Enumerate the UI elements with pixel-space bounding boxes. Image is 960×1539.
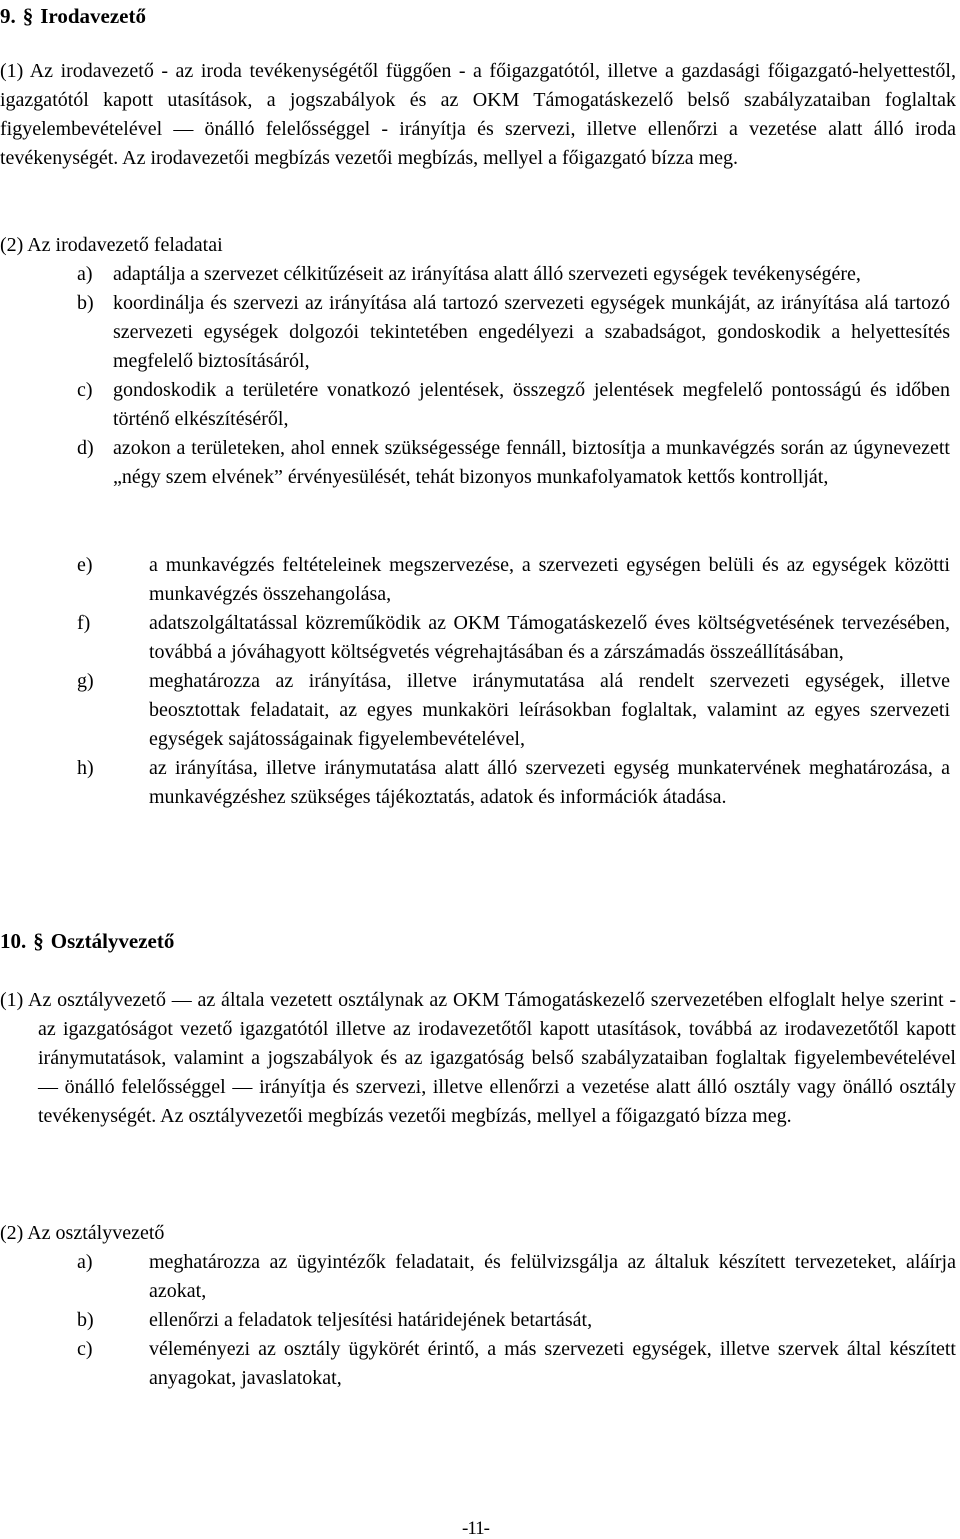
list-item-marker: a) [77,263,93,285]
list-item-marker: c) [77,379,93,401]
list-item [77,376,950,434]
list-item-text: az irányítása, illetve iránymutatása alatt álló szervezeti egység munkatervének meghatározása, a munkavégzéshez szükséges tájékoztatás, adatok és információk átadása. [149,757,950,808]
list-item-text: azokon a területeken, ahol ennek szükségessége fennáll, biztosítja a munkavégzés során az úgynevezett „négy szem elvének” érvényesülését, tehát bizonyos munkafolyamatok kettős kontrollját, [113,437,950,488]
list-item [77,434,950,492]
list-item-text: meghatározza az irányítása, illetve iránymutatása alá rendelt szervezeti egységek, illetve beosztottak feladatait, az egyes munkaköri leírásokban foglaltak, valamint az egyes szervezeti egységek sajátosságainak figyelembevételével, [149,670,950,750]
list-item [77,754,950,812]
list-item [77,667,950,754]
section-10-paragraph-1 [0,986,956,1131]
section-10-list [77,1248,956,1393]
list-item [77,289,950,376]
list-item-marker: h) [77,757,94,779]
list-item-marker: b) [77,292,94,314]
page-number: -11- [462,1518,489,1539]
list-item-text: ellenőrzi a feladatok teljesítési határidejének betartását, [149,1309,593,1331]
list-item-text: adaptálja a szervezet célkitűzéseit az irányítása alatt álló szervezeti egységek tevékenységére, [113,263,861,285]
list-item [77,609,950,667]
list-item-marker: a) [77,1251,93,1273]
section-9-list-e-h [77,551,950,812]
list-item [77,1306,956,1335]
section-10-paragraph-2-intro: (2) Az osztályvezető [0,1222,165,1244]
section-number: 9. [0,4,16,28]
section-title: Osztályvezető [50,929,175,953]
section-symbol: § [33,929,44,953]
list-item [77,1335,956,1393]
section-9-list-a-d [77,260,950,492]
section-number: 10. [0,929,27,953]
list-item [77,1248,956,1306]
section-10-paragraph-1-text: (1) Az osztályvezető — az általa vezetett osztálynak az OKM Támogatáskezelő szervezetében elfoglalt helye szerint - az igazgatóságot vezető igazgatótól illetve az irodavezetőtől kapott utasítások, továbbá az irodavezetőtől kapott iránymutatások, valamint a jogszabályok és az igazgatóság belső szabályzataiban foglaltak figyelembevételével — önálló felelősséggel — irányítja és szervezi, illetve ellenőrzi a vezetése alatt álló osztály vagy önálló osztály tevékenységét. Az osztályvezetői megbízás vezetői megbízás, mellyel a főigazgató bízza meg. [0,989,956,1127]
list-item-text: meghatározza az ügyintézők feladatait, és felülvizsgálja az általuk készített tervezeteket, aláírja azokat, [149,1251,956,1302]
section-9-heading [0,3,146,29]
list-item-text: gondoskodik a területére vonatkozó jelentések, összegző jelentések megfelelő pontosságú és időben történő elkészítéséről, [113,379,950,430]
list-item [77,551,950,609]
list-item [77,260,950,289]
section-title: Irodavezető [40,4,146,28]
list-item-marker: e) [77,554,93,576]
list-item-marker: b) [77,1309,94,1331]
list-item-marker: d) [77,437,94,459]
section-9-paragraph-1: (1) Az irodavezető - az iroda tevékenységétől függően - a főigazgatótól, illetve a gazdasági főigazgató-helyettestől, igazgatótól kapott utasítások, a jogszabályok és az OKM Támogatáskezelő belső szabályzataiban foglaltak figyelembevételével — önálló felelősséggel - irányítja és szervezi, illetve ellenőrzi a vezetése alatt álló iroda tevékenységét. Az irodavezetői megbízás vezetői megbízás, mellyel a főigazgató bízza meg. [0,60,956,169]
section-symbol: § [22,4,34,28]
list-item-marker: f) [77,612,91,634]
section-10-heading [0,928,174,954]
list-item-marker: g) [77,670,94,692]
list-item-marker: c) [77,1338,93,1360]
list-item-text: véleményezi az osztály ügykörét érintő, a más szervezeti egységek, illetve szervek által készített anyagokat, javaslatokat, [149,1338,956,1389]
section-9-paragraph-2-intro: (2) Az irodavezető feladatai [0,234,223,256]
list-item-text: adatszolgáltatással közreműködik az OKM Támogatáskezelő éves költségvetésének tervezésében, továbbá a jóváhagyott költségvetés végrehajtásában és a zárszámadás összeállításában, [149,612,950,663]
list-item-text: a munkavégzés feltételeinek megszervezése, a szervezeti egységen belüli és az egységek közötti munkavégzés összehangolása, [149,554,950,605]
list-item-text: koordinálja és szervezi az irányítása alá tartozó szervezeti egységek munkáját, az irányítása alá tartozó szervezeti egységek dolgozói tekintetében engedélyezi a szabadságot, gondoskodik a helyettesítés megfelelő biztosításáról, [113,292,950,372]
